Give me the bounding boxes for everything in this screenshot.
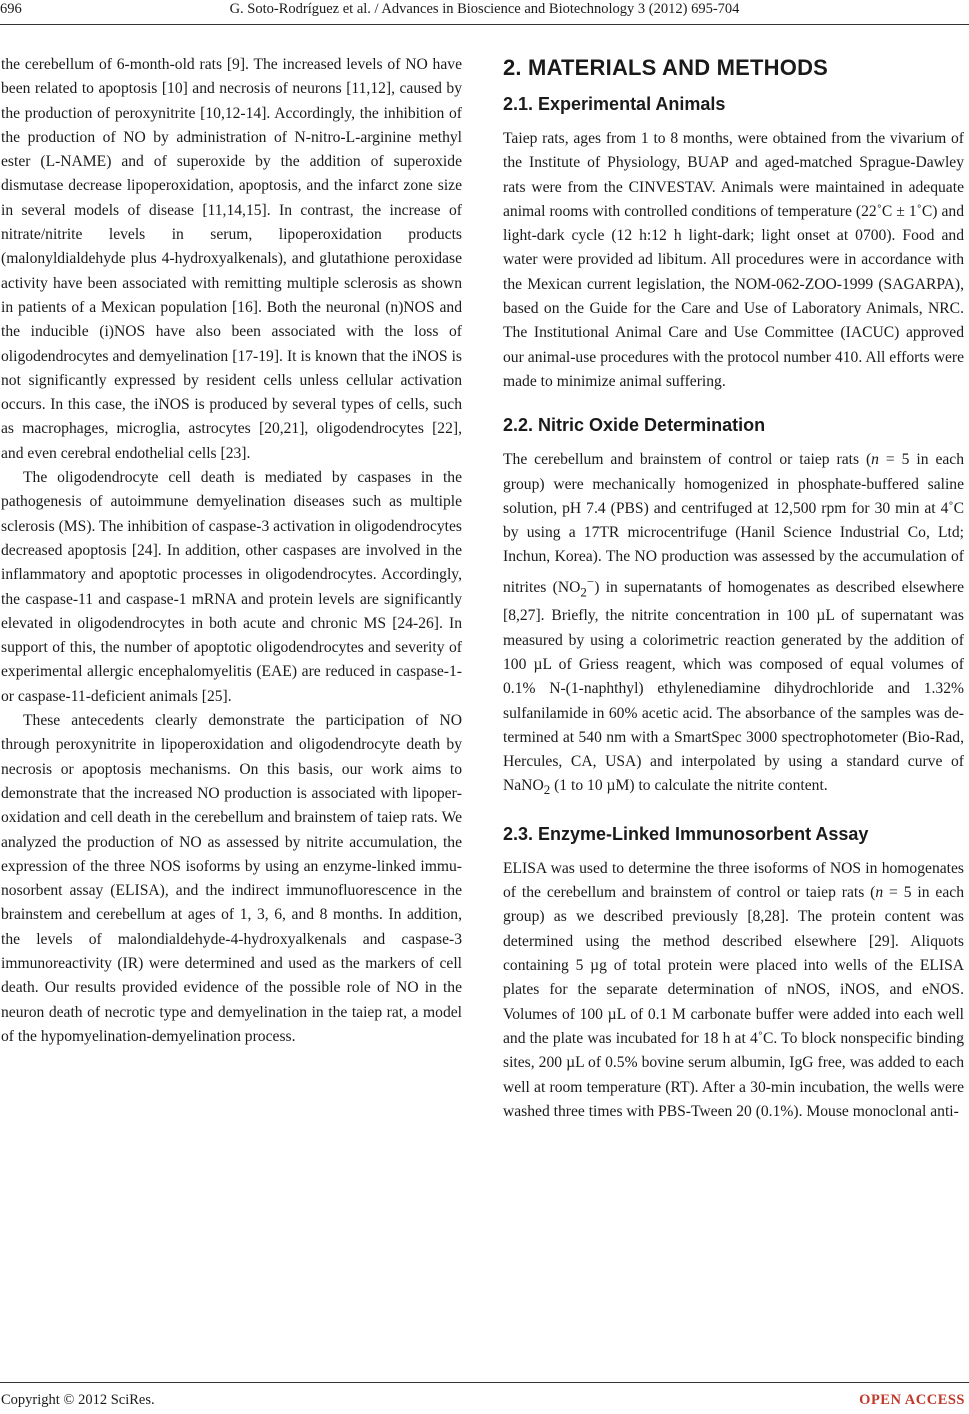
paragraph-elisa: ELISA was used to determine the three isoforms of NOS in homogenates of the cerebellum and brainstem of control or taiep rats (n = 5 in each group) as we described previously [8,28]. The protein content was determined using the method described elsewhere [29]. Aliquots containing 5 µg of total protein were placed into wells of the ELISA plates for the separate determination of nNOS, iNOS, and eNOS. Volumes of 100 µL of 0.1 M carbonate buffer were added into each well and the plate was incubated for 18 h at 4˚C. To block nonspecific binding sites, 200 µL of 0.5% bovine serum albumin, IgG free, was added to each well at room temperature (RT). After a 30-min incubation, the wells were washed three times with PBS-Tween 20 (0.1%). Mouse monoclonal anti-: [503, 859, 964, 1120]
header-rule: [0, 24, 969, 25]
paragraph-experimental-animals: Taiep rats, ages from 1 to 8 months, were obtained from the vivarium of the Institute of Physiology, BUAP and aged-matched Sprague-Dawley rats were from the CINVESTAV. Animals were maintained in adequate animal rooms with controlled conditions of temperature (22˚C ± 1˚C) and light-dark cycle (12 h:12 h light-dark; light onset at 0700). Food and water were provided ad libitum. All procedures were in accordance with the Mexican current legislation, the NOM-062-ZOO-1999 (SAGARPA), based on the Guide for the Care and Use of Laboratory Animals, NRC. The Institutional Animal Care and Use Committee (IACUC) approved our animal-use procedures with the protocol number 410. All efforts were made to minimize animal suffering.: [503, 130, 964, 390]
subsection-heading-nitric-oxide: 2.2. Nitric Oxide Determination: [503, 415, 766, 436]
italic-n: n: [875, 884, 884, 902]
footer-rule: [0, 1382, 969, 1383]
right-column: [503, 53, 964, 1124]
open-access-label: OPEN ACCESS: [859, 1392, 965, 1408]
page-header: [0, 0, 969, 28]
italic-n: n: [871, 451, 879, 469]
paragraph-intro-3: These antecedents clearly demonstrate the participation of NO through peroxynitrite in lipoperoxidation and oligodendrocyte death by necrosis or apoptosis mechanisms. On this basis, our work aims to demonstrate that the increased NO production is associated with lipoperoxidation and cell death in the cerebellum and brainstem of taiep rats. We analyzed the production of NO as assessed by nitrite accumulation, the expression of the three NOS isoforms by using an enzyme-linked immunosorbent assay (ELISA), and the indirect immunofluorescence in the brainstem and cerebellum at ages of 1, 3, 6, and 8 months. In addition, the levels of malondialdehyde-4-hydroxyalkenals and caspase-3 immunoreactivity (IR) were determined and used as the markers of cell death. Our results provided evidence of the possible role of NO in the neuron death of necrotic type and demyelination in the taiep rat, a model of the hypomyelination-demyelination process.: [1, 712, 462, 1045]
left-column: [1, 53, 462, 1049]
copyright-notice: Copyright © 2012 SciRes.: [1, 1392, 155, 1408]
paragraph-intro-2: The oligodendrocyte cell death is mediated by caspases in the pathogenesis of autoimmune demyelination diseases such as multiple sclerosis (MS). The inhibition of caspase-3 activation in oligodendrocytes decreased apoptosis [24]. In addition, other caspases are involved in the inflammatory and apoptotic processes in oligodendrocytes. Accordingly, the caspase-11 and caspase-1 mRNA and protein levels are significantly elevated in oligodendrocytes in both acute and chronic MS [24-26]. In support of this, the number of apoptotic oligodendrocytes and severity of experimental allergic encephalomyelitis (EAE) are reduced in caspase-1- or caspase-11-deficient animals [25].: [1, 469, 462, 705]
page-number: 696: [0, 1, 22, 17]
nitrite-formula: NO: [557, 578, 581, 596]
subsection-heading-elisa: 2.3. Enzyme-Linked Immunosorbent Assay: [503, 823, 869, 844]
page-footer: [0, 1378, 969, 1414]
section-heading-materials-methods: 2. MATERIALS AND METHODS: [503, 55, 829, 80]
paragraph-nitric-oxide: The cerebellum and brainstem of control or taiep rats (n = 5 in each group) were mechanically homogenized in phosphate-buffered saline solution, pH 7.4 (PBS) and centrifuged at 12,500 rpm for 30 min at 4˚C by using a 17TR microcentrifuge (Hanil Science Industrial Co, Ltd; Inchun, Korea). The NO production was assessed by the accumulation of nitrites $(NO_2^-)$ in supernatants of homogenates as described elsewhere [8,27]. Briefly, the nitrite concentration in 100 µL of supernatant was measured by using a colorimetric reaction generated by the addition of 100 µL of Griess reagent, which was composed of equal volumes of 0.1% N-(1-naphthyl) ethylenediamine dihydrochloride and 1.32% sulfanilamide in 60% acetic acid. The absorbance of the samples was determined at 540 nm with a SmartSpec 3000 spectrophotometer (Bio-Rad, Hercules, CA, USA) and interpolated by using a standard curve of NaNO$_2$ (1 to 10 µM) to calculate the nitrite content.: [503, 451, 965, 798]
paragraph-intro-1: the cerebellum of 6-month-old rats [9]. The increased levels of NO have been related to apoptosis [10] and necrosis of neurons [11,12], caused by the production of peroxynitrite [10,12-14]. Accordingly, the inhibition of the production of NO by administration of N-nitro-L-arginine methyl ester (L-NAME) and of superoxide by the addition of superoxide dismutase decrease lipoperoxidation, apoptosis, and the infarct zone size in several models of disease [11,14,15]. In contrast, the increase of nitrate/nitrite levels in serum, lipoperoxidation products (malonyldialdehyde plus 4-hydroxyalkenals), and glutathione peroxidase activity have been associated with remitting multiple sclerosis as shown in patients of a Mexican population [16]. Both the neuronal (n)NOS and the inducible (i)NOS have also been associated with the loss of oligodendrocytes and demyelination [17-19]. It is known that the iNOS is not significantly expressed by resident cells unless cellular activation occurs. In this case, the iNOS is produced by several types of cells, such as macrophages, microglia, astrocytes [20,21], oligodendrocytes [22], and even cerebral endothelial cells [23].: [1, 56, 462, 462]
subsection-heading-experimental-animals: 2.1. Experimental Animals: [503, 94, 726, 114]
running-head: G. Soto-Rodríguez et al. / Advances in Bioscience and Biotechnology 3 (2012) 695-704: [229, 1, 740, 17]
